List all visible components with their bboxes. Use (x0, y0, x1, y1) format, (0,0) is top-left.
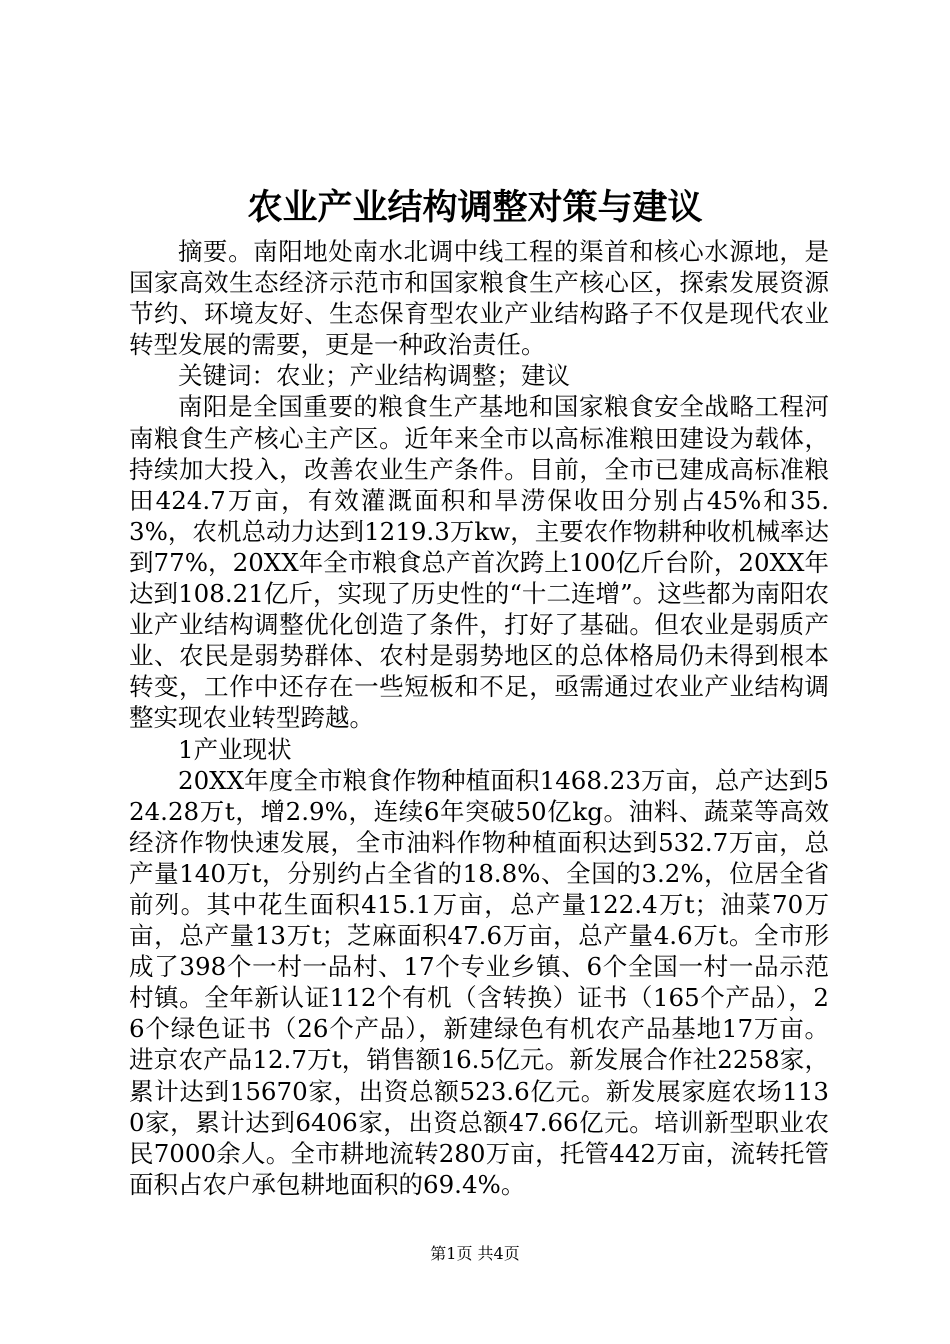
document-body (129, 236, 829, 1200)
intro-paragraph: 南阳是全国重要的粮食生产基地和国家粮食安全战略工程河南粮食生产核心主产区。近年来全市以高标准粮田建设为载体，持续加大投入，改善农业生产条件。目前，全市已建成高标准粮田424.7万亩，有效灌溉面积和旱涝保收田分别占45%和35.3%，农机总动力达到1219.3万kw，主要农作物耕种收机械率达到77%，20XX年全市粮食总产首次跨上100亿斤台阶，20XX年达到108.21亿斤，实现了历史性的“十二连增”。这些都为南阳农业产业结构调整优化创造了条件，打好了基础。但农业是弱质产业、农民是弱势群体、农村是弱势地区的总体格局仍未得到根本转变，工作中还存在一些短板和不足，亟需通过农业产业结构调整实现农业转型跨越。 (129, 392, 829, 733)
page-number-footer: 第1页 共4页 (430, 1244, 520, 1263)
section-heading: 1产业现状 (178, 734, 292, 764)
status-paragraph: 20XX年度全市粮食作物种植面积1468.23万亩，总产达到524.28万t，增2.9%，连续6年突破50亿kg。油料、蔬菜等高效经济作物快速发展，全市油料作物种植面积达到532.7万亩，总产量140万t，分别约占全省的18.8%、全国的3.2%，位居全省前列。其中花生面积415.1万亩，总产量122.4万t；油菜70万亩，总产量13万t；芝麻面积47.6万亩，总产量4.6万t。全市形成了398个一村一品村、17个专业乡镇、6个全国一村一品示范村镇。全年新认证112个有机（含转换）证书（165个产品），26个绿色证书（26个产品），新建绿色有机农产品基地17万亩。进京农产品12.7万t，销售额16.5亿元。新发展合作社2258家，累计达到15670家，出资总额523.6亿元。新发展家庭农场1130家，累计达到6406家，出资总额47.66亿元。培训新型职业农民7000余人。全市耕地流转280万亩，托管442万亩，流转托管面积占农户承包耕地面积的69.4%。 (129, 765, 829, 1199)
document-title: 农业产业结构调整对策与建议 (247, 187, 703, 228)
keywords-paragraph: 关键词：农业；产业结构调整；建议 (178, 361, 570, 391)
abstract-paragraph: 摘要。南阳地处南水北调中线工程的渠首和核心水源地，是国家高效生态经济示范市和国家粮食生产核心区，探索发展资源节约、环境友好、生态保育型农业产业结构路子不仅是现代农业转型发展的需要，更是一种政治责任。 (129, 237, 829, 360)
